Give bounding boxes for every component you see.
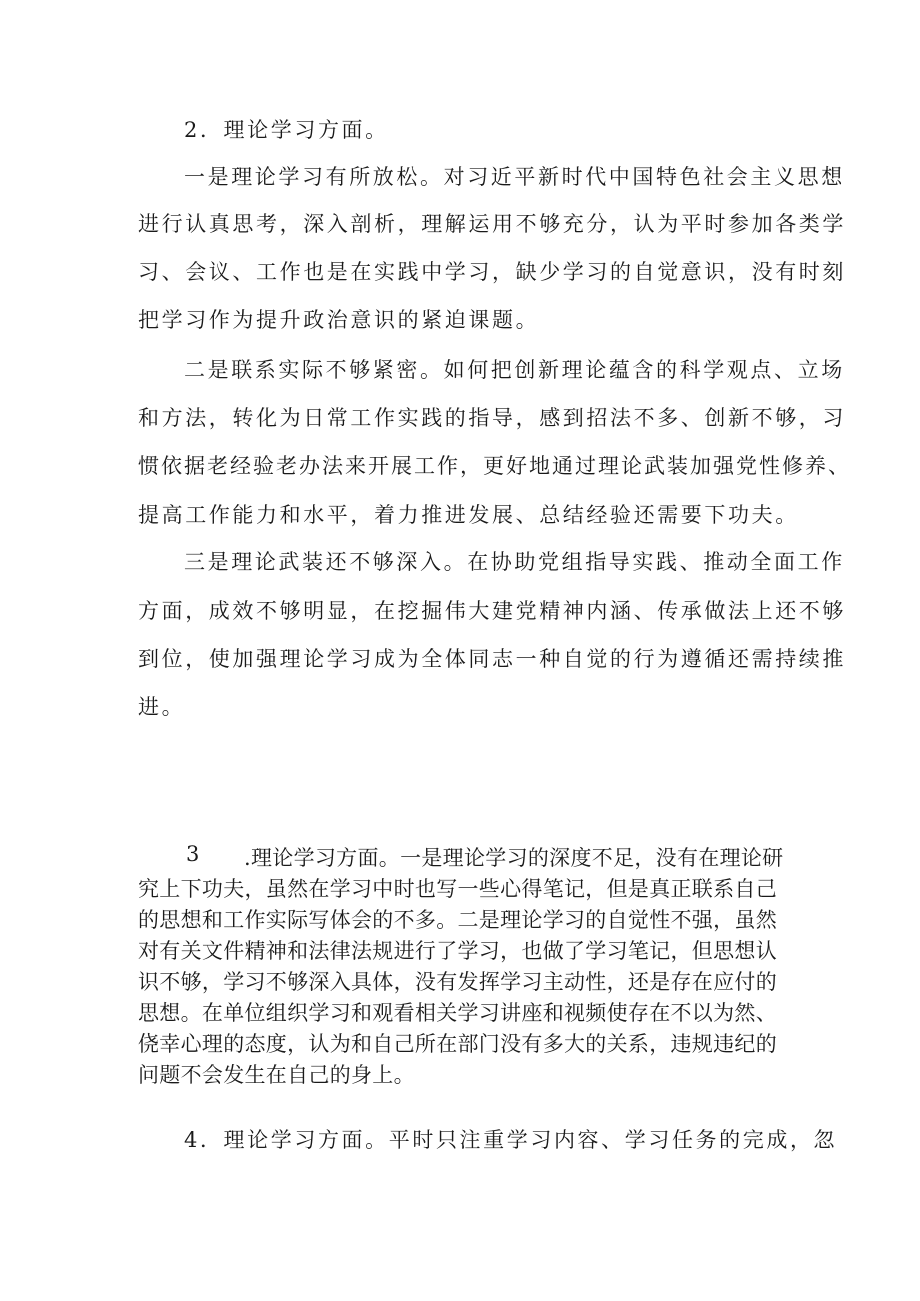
section-2-para3-line2: 方面，成效不够明显，在挖掘伟大建党精神内涵、传承做法上还不够 <box>138 599 846 623</box>
section-2-para1-line1: 一是理论学习有所放松。对习近平新时代中国特色社会主义思想 <box>184 165 845 189</box>
section-3-line4: 对有关文件精神和法律法规进行了学习，也做了学习笔记，但思想认 <box>138 939 777 963</box>
section-3-line6: 思想。在单位组织学习和观看相关学习讲座和视频使存在不以为然、 <box>138 1001 777 1025</box>
section-2-para1-line4: 把学习作为提升政治意识的紧迫课题。 <box>138 308 540 332</box>
section-3-line5: 识不够，学习不够深入具体，没有发挥学习主动性，还是存在应付的 <box>138 970 777 994</box>
section-3-number: 3 <box>186 842 200 866</box>
section-3-line7: 侥幸心理的态度，认为和自己所在部门没有多大的关系，违规违纪的 <box>138 1032 777 1056</box>
section-3-line2: 究上下功夫，虽然在学习中时也写一些心得笔记，但是真正联系自己 <box>138 877 777 901</box>
section-2-para1-line3: 习、会议、工作也是在实践中学习，缺少学习的自觉意识，没有时刻 <box>138 260 846 284</box>
section-3-line3: 的思想和工作实际写体会的不多。二是理论学习的自觉性不强，虽然 <box>138 908 777 932</box>
section-2-para2-line1: 二是联系实际不够紧密。如何把创新理论蕴含的科学观点、立场 <box>184 358 845 382</box>
section-2-para3-line4: 进。 <box>138 695 186 719</box>
section-4-line1: 4．理论学习方面。平时只注重学习内容、学习任务的完成，忽 <box>184 1128 838 1152</box>
section-2-para2-line2: 和方法，转化为日常工作实践的指导，感到招法不多、创新不够，习 <box>138 406 846 430</box>
section-2-para2-line3: 惯依据老经验老办法来开展工作，更好地通过理论武装加强党性修养、 <box>138 454 851 478</box>
section-2-para2-line4: 提高工作能力和水平，着力推进发展、总结经验还需要下功夫。 <box>138 503 799 527</box>
section-3-line1: .理论学习方面。一是理论学习的深度不足，没有在理论研 <box>244 846 784 870</box>
section-3-line8: 问题不会发生在自己的身上。 <box>138 1063 415 1087</box>
section-2-para3-line1: 三是理论武装还不够深入。在协助党组指导实践、推动全面工作 <box>184 550 845 574</box>
section-2-heading: 2．理论学习方面。 <box>184 118 389 142</box>
section-2-para1-line2: 进行认真思考，深入剖析，理解运用不够充分，认为平时参加各类学 <box>138 212 846 236</box>
section-2-para3-line3: 到位，使加强理论学习成为全体同志一种自觉的行为遵循还需持续推 <box>138 647 846 671</box>
